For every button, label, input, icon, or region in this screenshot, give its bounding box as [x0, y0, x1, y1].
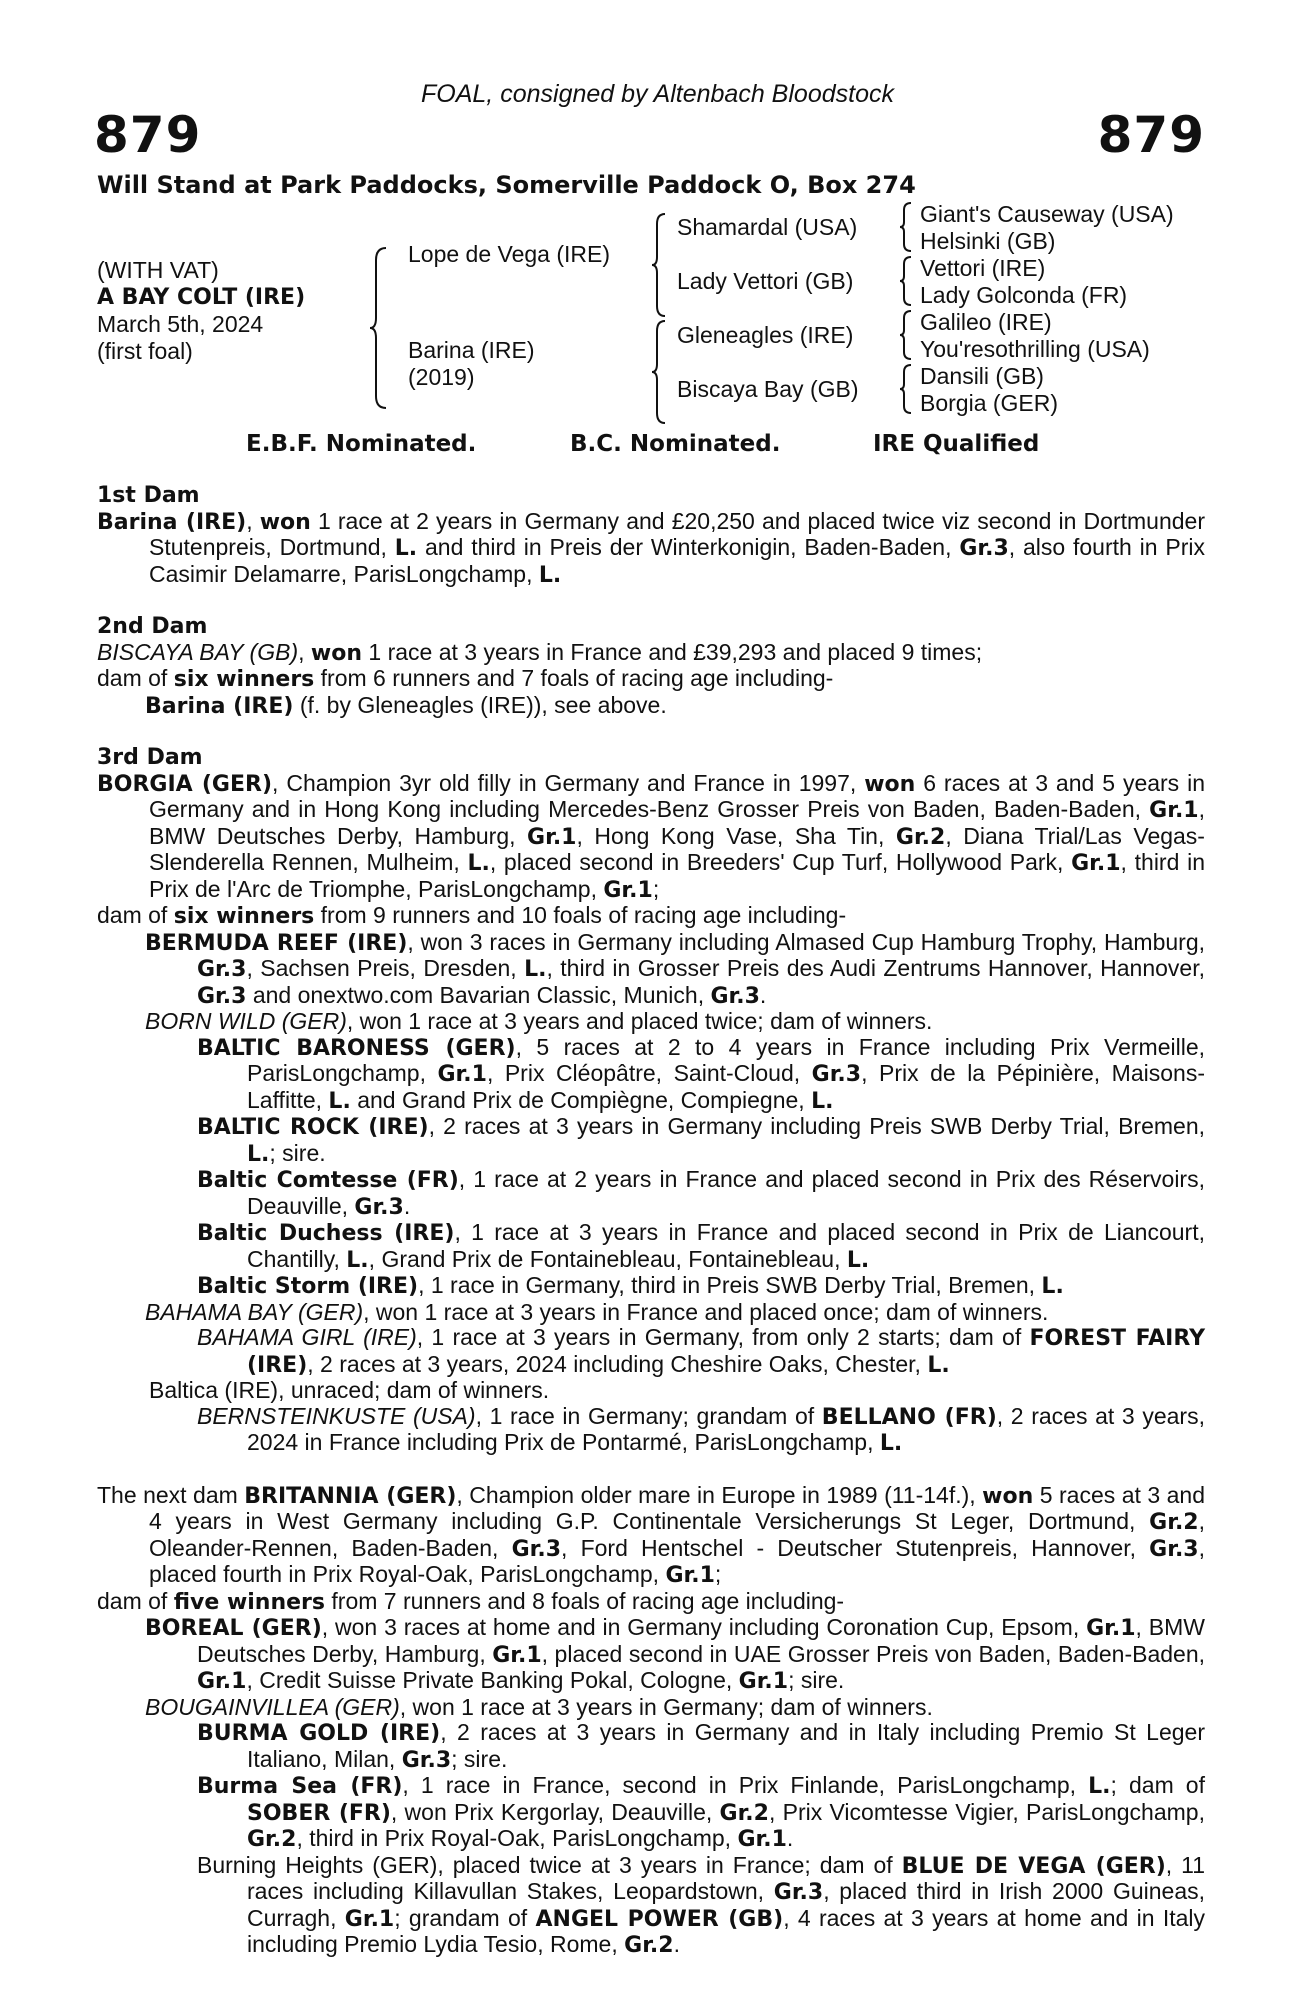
- progeny-baltica: Baltica (IRE), unraced; dam of winners.: [149, 1377, 550, 1403]
- first-dam-section: [97, 483, 1205, 1959]
- text-run: , Champion older mare in Europe in 1989 (11-14f.),: [456, 1481, 983, 1508]
- text-run: , Grand Prix de Fontainebleau, Fontainebleau,: [368, 1245, 847, 1272]
- dam-name: Barina (IRE): [408, 337, 535, 363]
- text-run: , 4 races at 3 years at home and in Italy including Premio Lydia Tesio, Rome,: [247, 1904, 1206, 1957]
- text-run: , won 1 race at 3 years and placed twice; dam of winners.: [346, 1008, 933, 1034]
- lot-number-left: 879: [94, 106, 202, 164]
- text-run: from 7 runners and 8 foals of racing age including-: [325, 1587, 845, 1614]
- race-grade: Gr.3: [710, 983, 760, 1009]
- text-run: , placed third in Irish 2000 Guineas, Curragh,: [247, 1878, 1205, 1931]
- progeny-name: BAHAMA GIRL (IRE): [197, 1324, 417, 1350]
- text-run: , won Prix Kergorlay, Deauville,: [390, 1798, 720, 1825]
- text-run: , Oleander-Rennen, Baden-Baden,: [149, 1508, 1205, 1561]
- race-grade: L.: [524, 957, 547, 982]
- race-grade: Gr.2: [624, 1933, 674, 1958]
- progeny-name: Baltic Duchess (IRE): [197, 1221, 455, 1246]
- progeny-name: Baltic Storm (IRE): [197, 1274, 419, 1299]
- first-foal-note: (first foal): [97, 338, 193, 364]
- text-run: , 2 races at 3 years, 2024 in France including Prix de Pontarmé, ParisLongchamp,: [247, 1402, 1205, 1455]
- text-run: , 1 race at 3 years in France and placed second in Prix de Liancourt, Chantilly,: [247, 1219, 1205, 1272]
- text-run: , also fourth in Prix Casimir Delamarre, ParisLongchamp,: [149, 534, 1205, 587]
- race-grade: L.: [538, 562, 562, 588]
- text-run: , placed fourth in Prix Royal-Oak, ParisLongchamp,: [149, 1534, 1205, 1587]
- progeny-name: BORN WILD (GER): [145, 1008, 347, 1034]
- text-run: , Credit Suisse Private Banking Pokal, Cologne,: [246, 1667, 739, 1693]
- horse-name: A BAY COLT (IRE): [97, 285, 306, 310]
- progeny-boreal: [97, 1615, 1205, 1695]
- race-grade: Gr.1: [738, 1669, 789, 1694]
- foaling-date: March 5th, 2024: [97, 311, 264, 337]
- race-grade: Gr.2: [247, 1827, 297, 1852]
- progeny-name: ANGEL POWER (GB): [535, 1906, 784, 1932]
- ped-dds: Dansili (GB): [920, 363, 1044, 389]
- progeny-baltic-storm: [97, 1273, 1205, 1300]
- progeny-name: FOREST FAIRY (IRE): [247, 1326, 1205, 1378]
- winners-count: six winners: [173, 667, 315, 692]
- lot-number-right: 879: [1097, 106, 1205, 164]
- progeny-bougainvillea: [97, 1695, 1205, 1721]
- text-run: , won 1 race at 3 years in Germany; dam of winners.: [399, 1693, 933, 1720]
- third-dam-heading: 3rd Dam: [97, 745, 203, 770]
- text-run: Burning Heights (GER), placed twice at 3 years in France; dam of: [197, 1851, 902, 1878]
- text-run: , 11 races including Killavullan Stakes, Leopardstown,: [247, 1851, 1206, 1904]
- text-run: , third in Grosser Preis des Audi Zentrums Hannover, Hannover,: [546, 955, 1206, 981]
- text-run: , BMW Deutsches Derby, Hamburg,: [149, 796, 1205, 849]
- text-run: , Sachsen Preis, Dresden,: [246, 955, 525, 981]
- race-grade: L.: [394, 536, 418, 561]
- ped-sss: Giant's Causeway (USA): [920, 201, 1174, 227]
- text-run: 1 race at 3 years in France and £39,293 and placed 9 times;: [362, 638, 983, 665]
- race-grade: Gr.3: [197, 983, 247, 1009]
- text-run: , Hong Kong Vase, Sha Tin,: [576, 822, 896, 849]
- race-grade: Gr.3: [511, 1536, 562, 1562]
- text-run: , 1 race in France, second in Prix Finlande, ParisLongchamp,: [402, 1772, 1089, 1798]
- race-grade: L.: [1041, 1274, 1064, 1299]
- race-grade: Gr.1: [603, 877, 653, 903]
- race-grade: Gr.3: [401, 1747, 452, 1773]
- consignment-line: FOAL, consigned by Altenbach Bloodstock: [421, 80, 894, 108]
- progeny-baltic-rock: [97, 1114, 1205, 1167]
- sire-name: Lope de Vega (IRE): [408, 241, 611, 267]
- text-run: , Prix de la Pépinière, Maisons-Laffitte,: [247, 1060, 1205, 1113]
- race-grade: Gr.1: [1086, 1616, 1136, 1641]
- second-dam-progeny: [97, 693, 1205, 720]
- ped-dsd: You'resothrilling (USA): [920, 336, 1150, 362]
- race-grade: Gr.3: [773, 1880, 824, 1905]
- text-run: dam of: [97, 902, 174, 928]
- first-dam-paragraph: Barina (IRE), won 1 race at 2 years in Germany and £20,250 and placed twice viz second in Dortmunder Stutenpreis, Dortmund, L. and third in Preis der Winterkonigin, Baden-Baden, Gr.3, also fourth in Prix Casimir Delamarre, ParisLongchamp, L.: [97, 507, 1205, 588]
- progeny-name: Barina (IRE): [145, 693, 294, 719]
- ped-dss: Galileo (IRE): [920, 309, 1052, 335]
- race-grade: Gr.1: [344, 1906, 395, 1932]
- progeny-name: BALTIC BARONESS (GER): [197, 1035, 516, 1061]
- progeny-burma-gold: [97, 1720, 1205, 1773]
- second-dam-heading: 2nd Dam: [97, 614, 208, 639]
- race-grade: Gr.1: [665, 1563, 715, 1588]
- won-label: won: [864, 771, 916, 797]
- progeny-baltic-baroness: [97, 1035, 1205, 1115]
- text-run: , 2 races at 3 years, 2024 including Cheshire Oaks, Chester,: [307, 1350, 928, 1377]
- progeny-bermuda-reef: BERMUDA REEF (IRE), won 3 races in Germany including Almased Cup Hamburg Trophy, Hamburg, Gr.3, Sachsen Preis, Dresden, L., third in Grosser Preis des Audi Zentrums Hannover, Hannover, Gr.3 and onextwo.com Bavarian Classic, Munich, Gr.3.: [145, 928, 1206, 1009]
- progeny-bernsteinkuste: [97, 1404, 1205, 1457]
- text-run: dam of: [97, 665, 174, 691]
- pedigree-brace-ds: [898, 309, 914, 361]
- text-run: 1 race at 2 years in Germany and £20,250 and placed twice viz second in Dortmunder Stutenpreis, Dortmund,: [149, 507, 1205, 560]
- ped-ddd: Borgia (GER): [920, 390, 1059, 416]
- first-dam-heading: 1st Dam: [97, 483, 200, 508]
- text-run: , 2 races at 3 years in Germany and in Italy including Premio St Leger Italiano, Milan,: [247, 1719, 1205, 1772]
- progeny-born-wild: [97, 1009, 1205, 1035]
- text-run: from 6 runners and 7 foals of racing age including-: [314, 665, 834, 691]
- sire-dam: Lady Vettori (GB): [677, 268, 854, 294]
- nomination-ebf: E.B.F. Nominated.: [246, 431, 477, 457]
- progeny-bahama-bay: [97, 1300, 1205, 1326]
- progeny-name: BELLANO (FR): [821, 1404, 997, 1430]
- dam-dam: Biscaya Bay (GB): [677, 376, 859, 402]
- pedigree-brace-sd: [898, 255, 914, 307]
- progeny-burning-heights: Burning Heights (GER), placed twice at 3 years in France; dam of BLUE DE VEGA (GER), 11 races including Killavullan Stakes, Leopardstown, Gr.3, placed third in Irish 2000 Guineas, Curragh, Gr.1; grandam of ANGEL POWER (GB), 4 races at 3 years at home and in Italy including Premio Lydia Tesio, Rome, Gr.2.: [197, 1851, 1206, 1958]
- race-grade: L.: [346, 1247, 369, 1273]
- won-label: won: [982, 1483, 1034, 1509]
- text-run: from 9 runners and 10 foals of racing age including-: [314, 902, 847, 928]
- race-grade: Gr.3: [811, 1062, 862, 1087]
- sire-sire: Shamardal (USA): [677, 214, 858, 240]
- progeny-bahama-girl: [97, 1325, 1205, 1378]
- winners-count: five winners: [173, 1589, 326, 1615]
- race-grade: L.: [927, 1352, 950, 1378]
- pedigree-brace-dd: [898, 363, 914, 415]
- text-run: and Grand Prix de Compiègne, Compiegne,: [350, 1086, 812, 1113]
- text-run: , 2 races at 3 years in Germany including Preis SWB Derby Trial, Bremen,: [428, 1113, 1206, 1139]
- third-dam-produce: [97, 903, 1205, 930]
- ped-ssd: Helsinki (GB): [920, 228, 1056, 254]
- progeny-name: Baltic Comtesse (FR): [197, 1168, 459, 1193]
- progeny-name: SOBER (FR): [247, 1800, 391, 1826]
- pedigree-brace-main: [368, 246, 390, 410]
- progeny-baltic-comtesse: Baltic Comtesse (FR), 1 race at 2 years in France and placed second in Prix des Réservoirs, Deauville, Gr.3.: [197, 1166, 1205, 1220]
- race-grade: L.: [467, 851, 490, 876]
- text-run: , placed second in Breeders' Cup Turf, Hollywood Park,: [489, 849, 1072, 875]
- text-run: The next dam: [97, 1481, 245, 1508]
- text-run: , 5 races at 2 to 4 years in France including Prix Vermeille, ParisLongchamp,: [247, 1033, 1205, 1086]
- race-grade: Gr.2: [719, 1800, 769, 1826]
- first-dam-name: Barina (IRE): [97, 509, 247, 535]
- text-run: and third in Preis der Winterkonigin, Baden-Baden,: [417, 534, 960, 560]
- dam-year: (2019): [408, 364, 475, 390]
- text-run: , Champion 3yr old filly in Germany and France in 1997,: [272, 769, 865, 796]
- second-dam-produce: [97, 666, 1205, 693]
- race-grade: L.: [247, 1141, 270, 1167]
- race-grade: Gr.1: [1149, 798, 1199, 823]
- vat-note: (WITH VAT): [97, 257, 219, 283]
- second-dam-name: BISCAYA BAY (GB): [97, 638, 299, 665]
- race-grade: L.: [328, 1088, 351, 1114]
- race-grade: Gr.1: [1071, 851, 1121, 876]
- race-grade: L.: [879, 1431, 903, 1456]
- text-run: , placed second in UAE Grosser Preis von Baden, Baden-Baden,: [541, 1640, 1205, 1667]
- text-run: , third in Prix de l'Arc de Triomphe, ParisLongchamp,: [149, 849, 1205, 902]
- stand-location: Will Stand at Park Paddocks, Somerville Paddock O, Box 274: [97, 171, 916, 199]
- text-run: , third in Prix Royal-Oak, ParisLongchamp,: [296, 1825, 738, 1851]
- race-grade: Gr.3: [354, 1194, 404, 1220]
- text-run: ; sire.: [451, 1745, 508, 1772]
- race-grade: Gr.3: [959, 536, 1009, 561]
- race-grade: Gr.3: [1149, 1536, 1199, 1562]
- text-run: ; grandam of: [394, 1904, 536, 1931]
- race-grade: Gr.1: [197, 1669, 247, 1694]
- progeny-name: BOREAL (GER): [145, 1616, 322, 1641]
- progeny-name: BALTIC ROCK (IRE): [197, 1115, 429, 1140]
- progeny-name: BERMUDA REEF (IRE): [145, 930, 408, 956]
- text-run: , Prix Vicomtesse Vigier, ParisLongchamp,: [768, 1798, 1205, 1825]
- text-run: , won 1 race at 3 years in France and placed once; dam of winners.: [363, 1298, 1049, 1325]
- text-run: , won 3 races in Germany including Almased Cup Hamburg Trophy, Hamburg,: [407, 928, 1206, 955]
- text-run: ; dam of: [1110, 1772, 1205, 1798]
- nomination-bc: B.C. Nominated.: [570, 431, 781, 457]
- race-grade: Gr.1: [527, 824, 577, 850]
- next-dam-produce: [97, 1589, 1205, 1616]
- text-run: , Ford Hentschel - Deutscher Stutenpreis, Hannover,: [561, 1534, 1150, 1561]
- third-dam-name: BORGIA (GER): [97, 771, 273, 797]
- progeny-name: Burma Sea (FR): [197, 1774, 403, 1799]
- progeny-name: BERNSTEINKUSTE (USA): [197, 1402, 476, 1429]
- progeny-name: BOUGAINVILLEA (GER): [145, 1693, 400, 1720]
- race-grade: L.: [1088, 1774, 1111, 1799]
- race-grade: L.: [846, 1247, 870, 1273]
- pedigree-brace-sire: [650, 212, 668, 318]
- text-run: , 1 race in Germany; grandam of: [475, 1402, 822, 1429]
- dam-sire: Gleneagles (IRE): [677, 322, 854, 348]
- nomination-ire: IRE Qualified: [873, 431, 1040, 457]
- won-label: won: [259, 509, 311, 535]
- winners-count: six winners: [173, 904, 315, 929]
- text-run: , 1 race in Germany, third in Preis SWB Derby Trial, Bremen,: [418, 1272, 1042, 1298]
- progeny-name: BAHAMA BAY (GER): [145, 1298, 364, 1325]
- text-run: , BMW Deutsches Derby, Hamburg,: [197, 1614, 1205, 1667]
- progeny-baltic-duchess: [97, 1220, 1205, 1273]
- race-grade: Gr.1: [437, 1062, 487, 1087]
- race-grade: Gr.1: [492, 1642, 542, 1668]
- race-grade: Gr.2: [895, 824, 946, 850]
- text-run: dam of: [97, 1587, 174, 1614]
- pedigree-brace-dam: [650, 319, 668, 425]
- text-run: , 1 race at 2 years in France and placed second in Prix des Réservoirs, Deauville,: [247, 1166, 1205, 1219]
- text-run: and onextwo.com Bavarian Classic, Munich,: [246, 981, 711, 1008]
- progeny-name: BURMA GOLD (IRE): [197, 1721, 441, 1746]
- text-run: 6 races at 3 and 5 years in Germany and in Hong Kong including Mercedes-Benz Grosser Preis von Baden, Baden-Baden,: [149, 769, 1206, 822]
- text-run: ; sire.: [269, 1139, 326, 1166]
- race-grade: Gr.3: [197, 957, 247, 982]
- pedigree-brace-ss: [898, 201, 914, 253]
- race-grade: Gr.1: [737, 1827, 787, 1852]
- text-run: (f. by Gleneagles (IRE)), see above.: [293, 691, 667, 718]
- progeny-name: BLUE DE VEGA (GER): [901, 1853, 1166, 1879]
- text-run: , Diana Trial/Las Vegas-Slenderella Rennen, Mulheim,: [149, 822, 1205, 875]
- race-grade: L.: [811, 1088, 834, 1114]
- text-run: ; sire.: [788, 1667, 845, 1693]
- next-dam-name: BRITANNIA (GER): [244, 1483, 457, 1509]
- won-label: won: [310, 640, 362, 666]
- text-run: , 1 race at 3 years in Germany, from only 2 starts; dam of: [416, 1324, 1030, 1350]
- third-dam-paragraph: BORGIA (GER), Champion 3yr old filly in Germany and France in 1997, won 6 races at 3 and 5 years in Germany and in Hong Kong including Mercedes-Benz Grosser Preis von Baden, Baden-Baden, Gr.1, BMW Deutsches Derby, Hamburg, Gr.1, Hong Kong Vase, Sha Tin, Gr.2, Diana Trial/Las Vegas-Slenderella Rennen, Mulheim, L., placed second in Breeders' Cup Turf, Hollywood Park, Gr.1, third in Prix de l'Arc de Triomphe, ParisLongchamp, Gr.1;: [97, 769, 1206, 903]
- race-grade: Gr.2: [1149, 1510, 1199, 1535]
- text-run: , Prix Cléopâtre, Saint-Cloud,: [486, 1060, 812, 1086]
- ped-sdd: Lady Golconda (FR): [920, 282, 1128, 308]
- text-run: 5 races at 3 and 4 years in West Germany including G.P. Continentale Versicherungs St Leger, Dortmund,: [149, 1481, 1205, 1534]
- next-dam-paragraph: The next dam BRITANNIA (GER), Champion older mare in Europe in 1989 (11-14f.), won 5 races at 3 and 4 years in West Germany including G.P. Continentale Versicherungs St Leger, Dortmund, Gr.2, Oleander-Rennen, Baden-Baden, Gr.3, Ford Hentschel - Deutscher Stutenpreis, Hannover, Gr.3, placed fourth in Prix Royal-Oak, ParisLongchamp, Gr.1;: [97, 1481, 1205, 1588]
- progeny-burma-sea: Burma Sea (FR), 1 race in France, second in Prix Finlande, ParisLongchamp, L.; dam of SOBER (FR), won Prix Kergorlay, Deauville, Gr.2, Prix Vicomtesse Vigier, ParisLongchamp, Gr.2, third in Prix Royal-Oak, ParisLongchamp, Gr.1.: [197, 1772, 1205, 1852]
- text-run: , won 3 races at home and in Germany including Coronation Cup, Epsom,: [321, 1614, 1087, 1640]
- second-dam-paragraph: BISCAYA BAY (GB), won 1 race at 3 years in France and £39,293 and placed 9 times;: [97, 638, 983, 666]
- ped-sds: Vettori (IRE): [920, 255, 1046, 281]
